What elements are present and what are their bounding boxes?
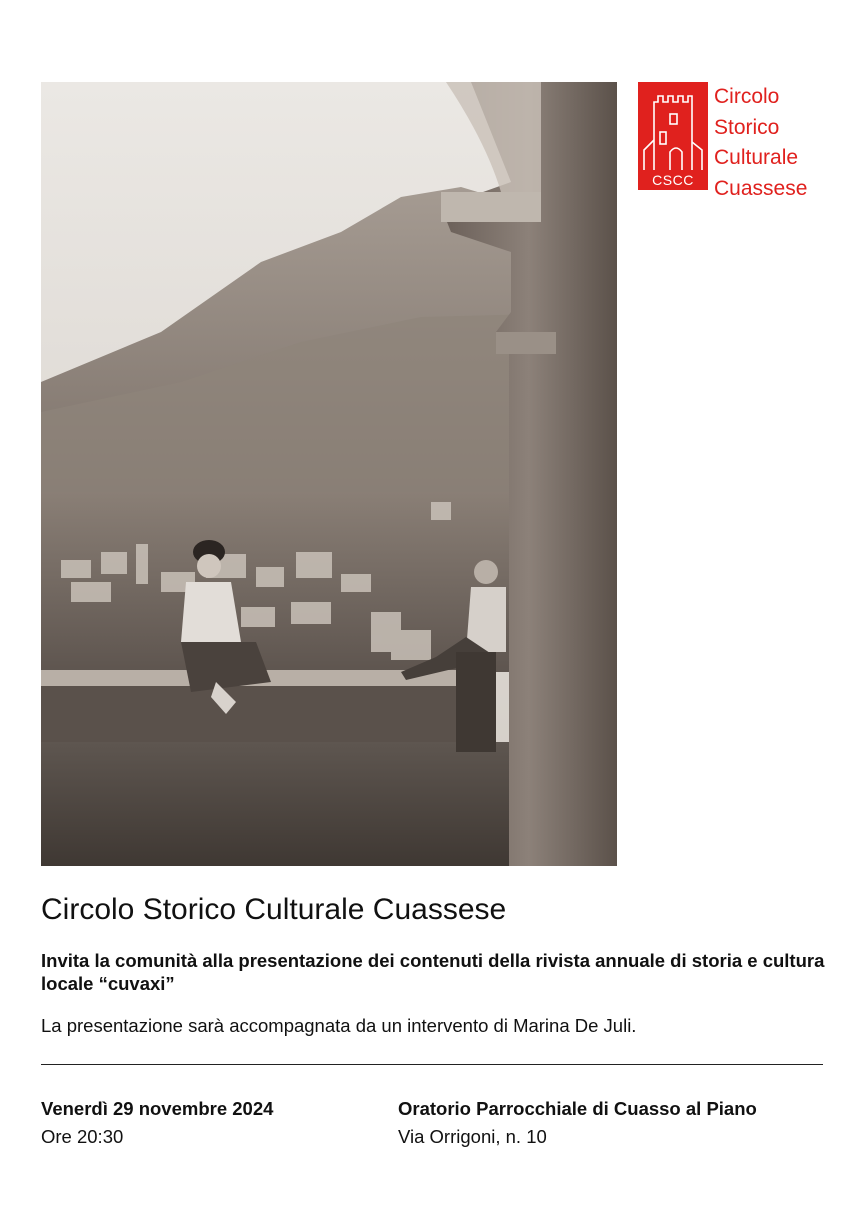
divider — [41, 1064, 823, 1065]
page-title: Circolo Storico Culturale Cuassese — [41, 893, 507, 926]
event-time: Ore 20:30 — [41, 1126, 124, 1147]
vintage-photo-two-men-on-wall-icon — [41, 82, 617, 866]
event-address: Via Orrigoni, n. 10 — [398, 1126, 547, 1147]
event-date: Venerdì 29 novembre 2024 — [41, 1098, 274, 1119]
presentation-note: La presentazione sarà accompagnata da un intervento di Marina De Juli. — [41, 1015, 637, 1036]
logo-word: Cuassese — [714, 176, 808, 200]
logo-word: Culturale — [714, 146, 799, 169]
invitation-text: Invita la comunità alla presentazione dei contenuti della rivista annuale di storia e cultura locale “cuvaxi” — [41, 950, 825, 994]
event-when — [41, 1095, 273, 1151]
logo-wordmark — [714, 82, 807, 204]
historic-photo — [41, 82, 617, 866]
logo-emblem — [638, 82, 708, 190]
event-where — [398, 1095, 757, 1151]
cscc-logo — [638, 82, 838, 200]
tower-icon — [638, 82, 708, 172]
logo-word: Circolo — [714, 85, 780, 108]
logo-abbreviation: CSCC — [652, 172, 694, 188]
logo-word: Storico — [714, 115, 780, 139]
event-venue: Oratorio Parrocchiale di Cuasso al Piano — [398, 1098, 757, 1119]
